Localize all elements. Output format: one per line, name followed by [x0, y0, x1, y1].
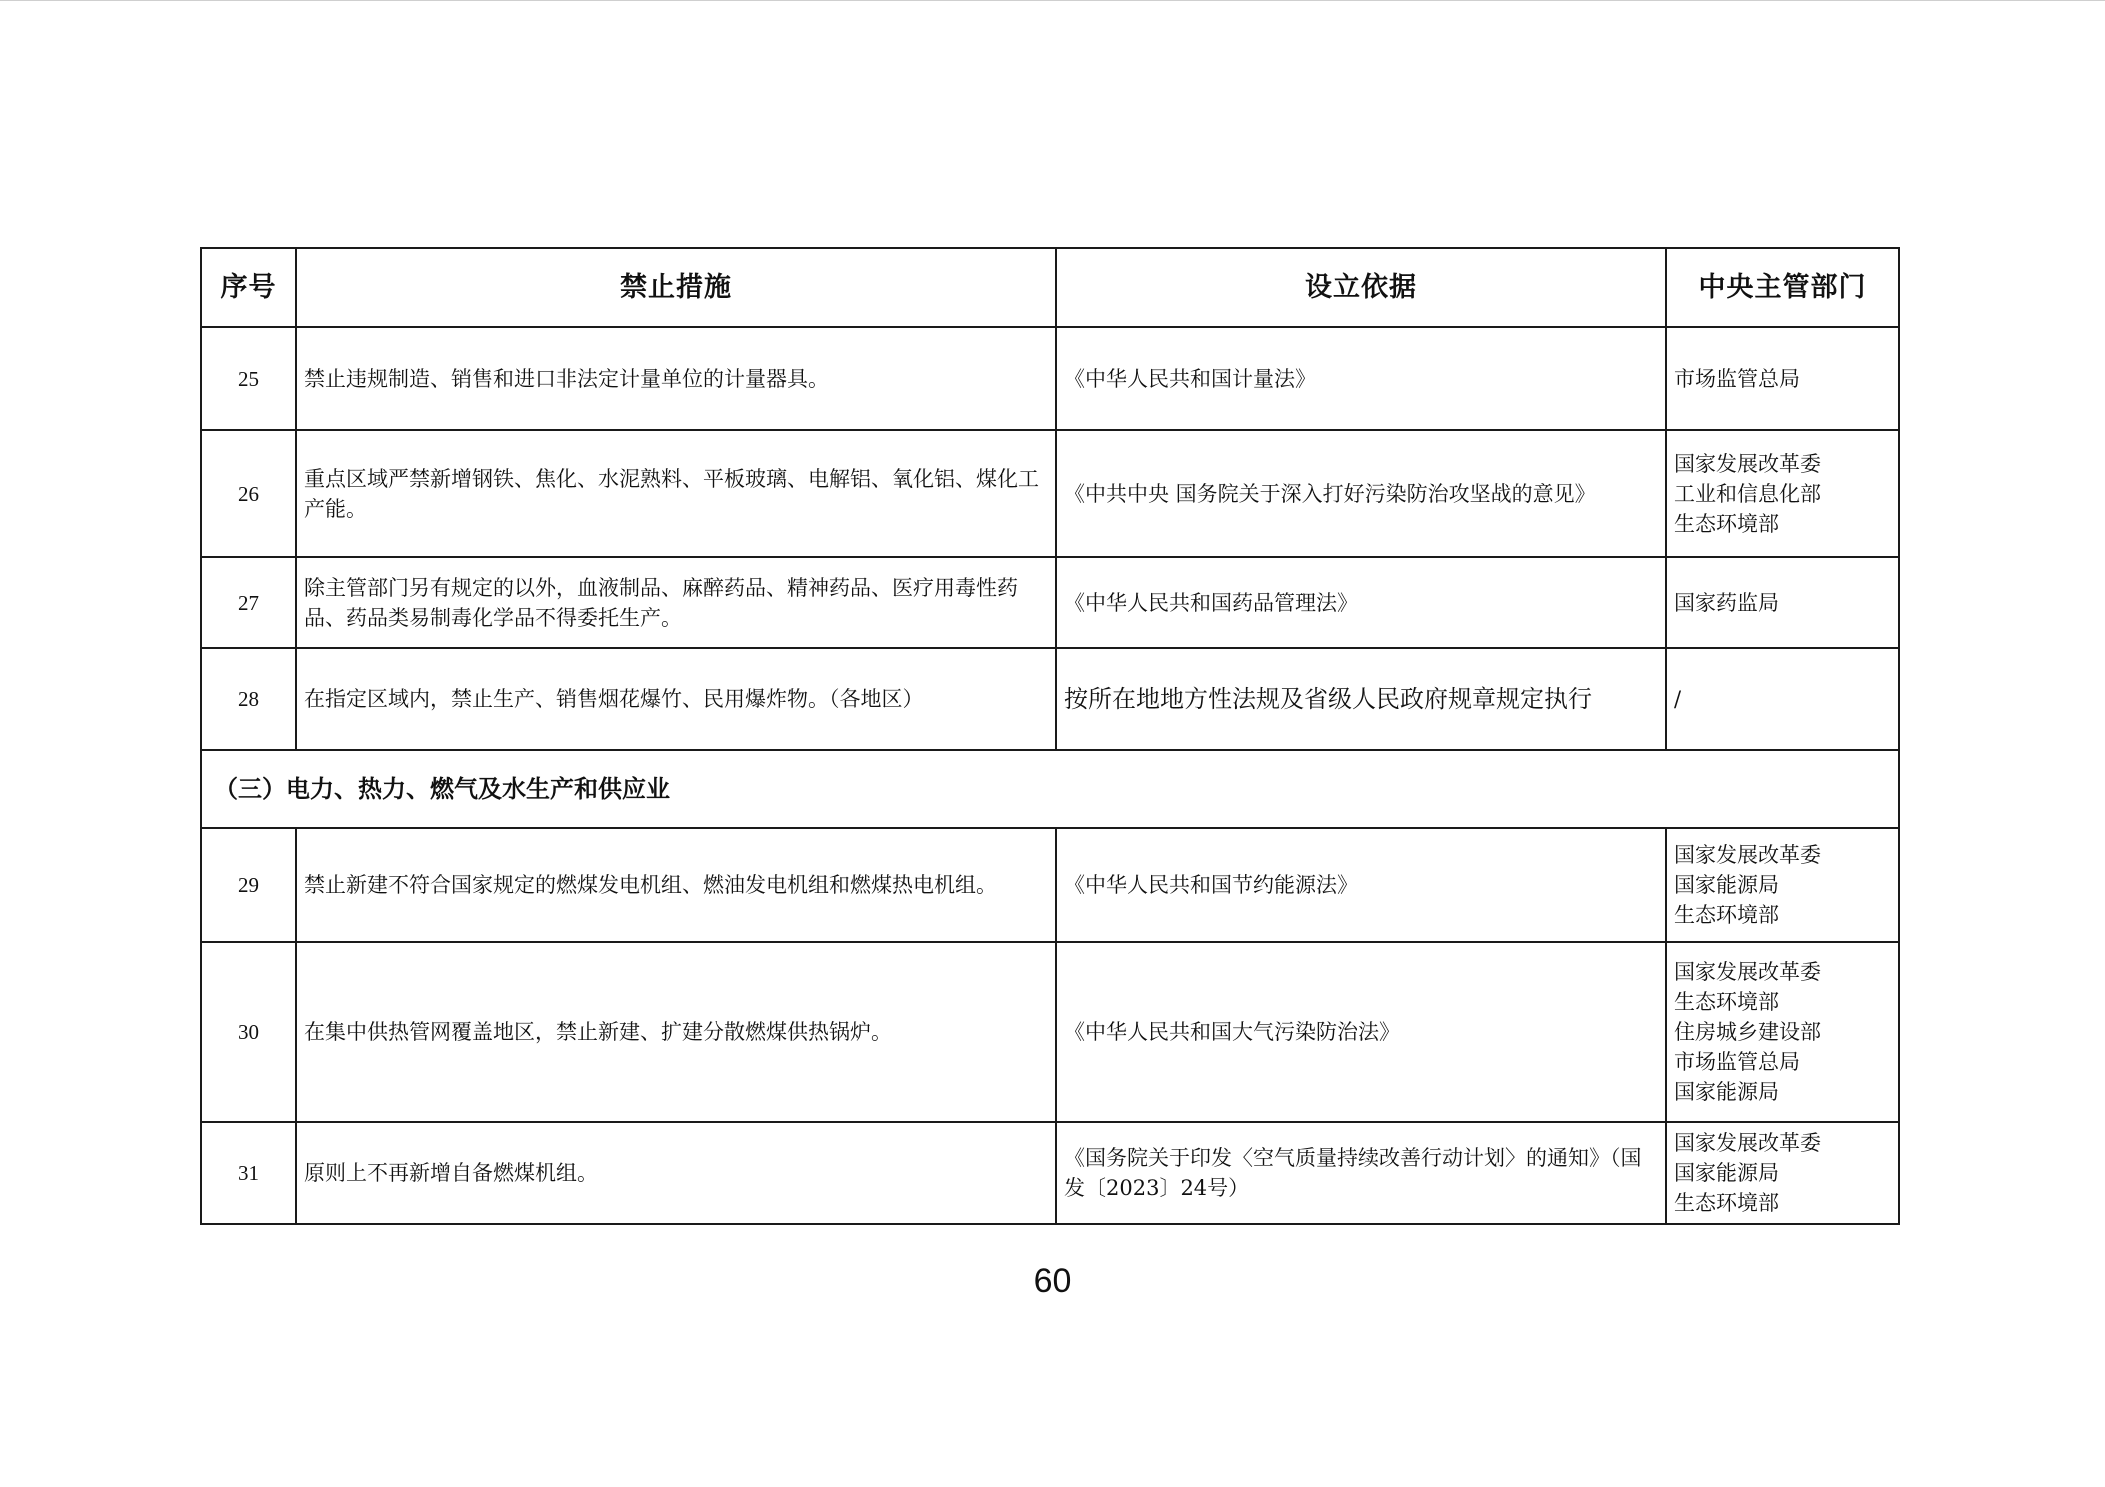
department-name: 市场监管总局 [1674, 366, 1800, 391]
department-name: 国家能源局 [1674, 873, 1779, 897]
header-basis: 设立依据 [1056, 248, 1666, 327]
row-measure: 在集中供热管网覆盖地区，禁止新建、扩建分散燃煤供热锅炉。 [296, 942, 1056, 1122]
row-index: 31 [201, 1122, 296, 1224]
row-measure: 原则上不再新增自备燃煤机组。 [296, 1122, 1056, 1224]
row-basis: 《中华人民共和国大气污染防治法》 [1056, 942, 1666, 1122]
table-row [201, 557, 1899, 648]
row-measure: 禁止违规制造、销售和进口非法定计量单位的计量器具。 [296, 327, 1056, 430]
department-name: 生态环境部 [1674, 511, 1779, 536]
page-number: 60 [1033, 1262, 1072, 1300]
table-row [201, 828, 1899, 942]
row-basis: 《中华人民共和国计量法》 [1056, 327, 1666, 430]
row-basis: 《中华人民共和国节约能源法》 [1056, 828, 1666, 942]
section-title: （三）电力、热力、燃气及水生产和供应业 [201, 750, 1899, 828]
table-row [201, 1122, 1899, 1224]
department-name: 国家发展改革委 [1674, 451, 1821, 476]
department-name: 国家发展改革委 [1674, 960, 1821, 984]
department-name: 生态环境部 [1674, 903, 1779, 927]
table-row [201, 648, 1899, 750]
department-name: / [1674, 687, 1682, 711]
table-header-row [201, 248, 1899, 327]
row-departments [1666, 828, 1899, 942]
row-departments [1666, 942, 1899, 1122]
row-index: 26 [201, 430, 296, 557]
section-header-row [201, 750, 1899, 828]
row-index: 25 [201, 327, 296, 430]
department-name: 国家能源局 [1674, 1080, 1779, 1104]
department-name: 生态环境部 [1674, 1191, 1779, 1215]
row-departments [1666, 648, 1899, 750]
department-name: 工业和信息化部 [1674, 481, 1821, 506]
row-index: 28 [201, 648, 296, 750]
row-index: 30 [201, 942, 296, 1122]
row-measure: 除主管部门另有规定的以外，血液制品、麻醉药品、精神药品、医疗用毒性药品、药品类易制毒化学品不得委托生产。 [296, 557, 1056, 648]
row-departments [1666, 557, 1899, 648]
header-index: 序号 [201, 248, 296, 327]
page-top-rule [0, 0, 2105, 1]
row-basis: 按所在地地方性法规及省级人民政府规章规定执行 [1056, 648, 1666, 750]
department-name: 国家发展改革委 [1674, 1131, 1821, 1155]
table-row [201, 942, 1899, 1122]
table-row [201, 430, 1899, 557]
prohibition-table-container [200, 247, 1898, 1225]
row-measure: 在指定区域内，禁止生产、销售烟花爆竹、民用爆炸物。（各地区） [296, 648, 1056, 750]
row-departments [1666, 1122, 1899, 1224]
row-departments [1666, 327, 1899, 430]
table-row [201, 327, 1899, 430]
prohibition-table [200, 247, 1900, 1225]
department-name: 市场监管总局 [1674, 1050, 1800, 1074]
header-measure: 禁止措施 [296, 248, 1056, 327]
row-measure: 重点区域严禁新增钢铁、焦化、水泥熟料、平板玻璃、电解铝、氧化铝、煤化工产能。 [296, 430, 1056, 557]
department-name: 国家能源局 [1674, 1161, 1779, 1185]
row-departments [1666, 430, 1899, 557]
row-index: 27 [201, 557, 296, 648]
row-basis: 《中华人民共和国药品管理法》 [1056, 557, 1666, 648]
department-name: 生态环境部 [1674, 990, 1779, 1014]
row-basis: 《中共中央 国务院关于深入打好污染防治攻坚战的意见》 [1056, 430, 1666, 557]
department-name: 国家药监局 [1674, 590, 1779, 615]
header-department: 中央主管部门 [1666, 248, 1899, 327]
row-measure: 禁止新建不符合国家规定的燃煤发电机组、燃油发电机组和燃煤热电机组。 [296, 828, 1056, 942]
row-index: 29 [201, 828, 296, 942]
department-name: 住房城乡建设部 [1674, 1020, 1821, 1044]
department-name: 国家发展改革委 [1674, 843, 1821, 867]
row-basis: 《国务院关于印发〈空气质量持续改善行动计划〉的通知》（国发〔2023〕24号） [1056, 1122, 1666, 1224]
